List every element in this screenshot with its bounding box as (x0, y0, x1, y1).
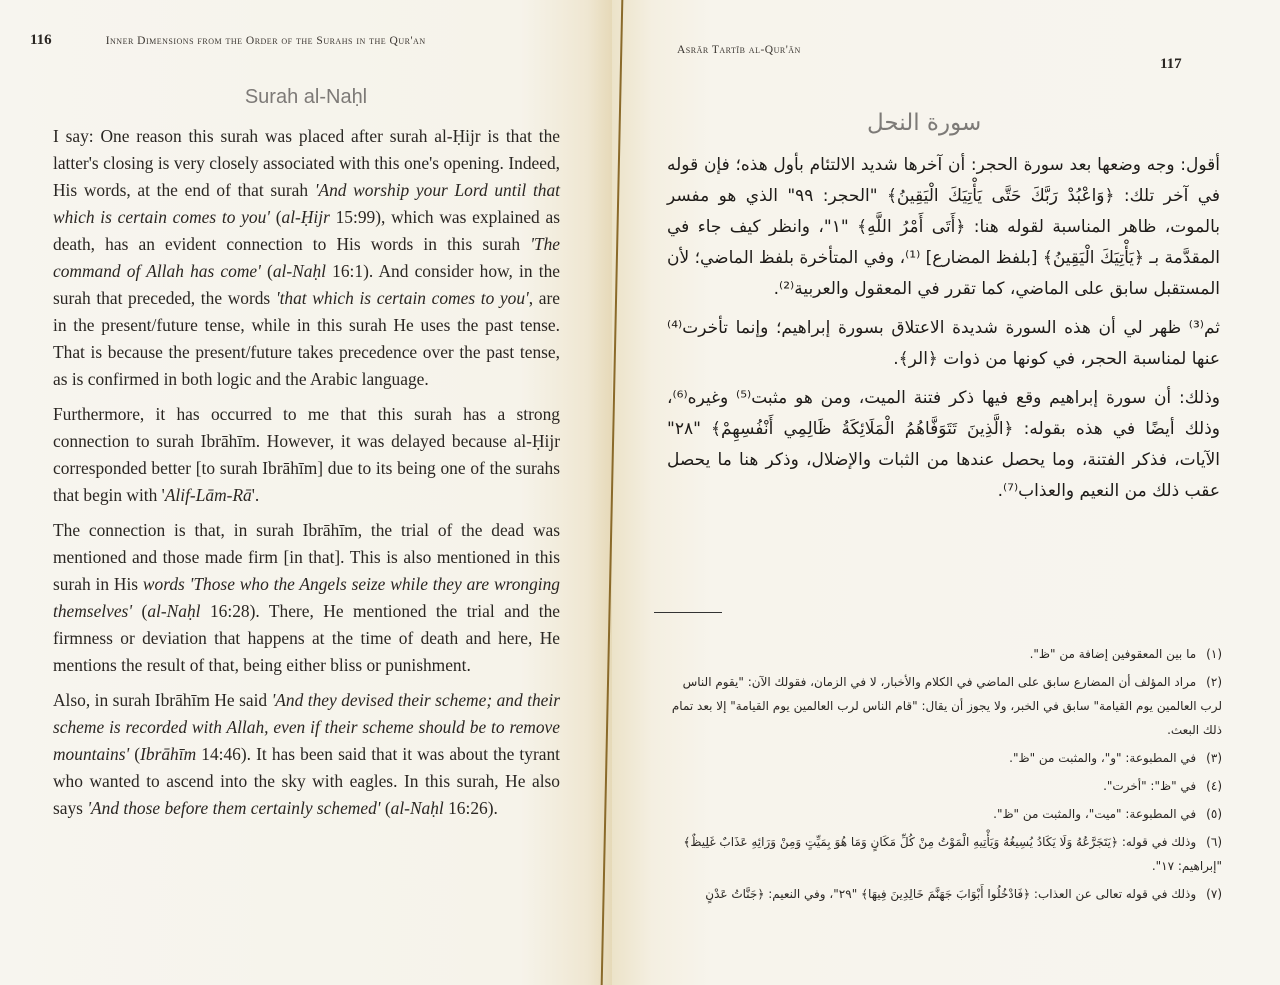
english-body-text (53, 123, 560, 830)
footnote-number: (٧) (1206, 887, 1222, 901)
footnote-number: (٦) (1206, 835, 1222, 849)
english-paragraph: I say: One reason this surah was placed after surah al-Ḥijr is that the latter's closing is very closely associated with this one's opening. Indeed, His words, at the end of that surah 'And worship your Lord until that which is certain comes to you' (al-Ḥijr 15:99), which was explained as death, has an evident connection to His words in this surah 'The command of Allah has come' (al-Naḥl 16:1). And consider how, in the surah that preceded, the words 'that which is certain comes to you', are in the present/future tense, while in this surah He uses the past tense. That is because the present/future takes precedence over the past tense, as is confirmed in both logic and the Arabic language. (53, 126, 561, 389)
footnote-number: (٤) (1206, 779, 1222, 793)
footnote (662, 642, 1222, 666)
arabic-paragraph: أقول: وجه وضعها بعد سورة الحجر: أن آخرها شديد الالتئام بأول هذه؛ فإن قوله في آخر تلك: ﴿وَاعْبُدْ رَبَّكَ حَتَّى يَأْتِيَكَ الْيَقِينُ﴾ "الحجر: ٩٩" الذي هو مفسر بالموت، ظاهر المناسبة لقوله هنا: ﴿أَتَى أَمْرُ اللَّهِ﴾ "١"، وانظر كيف جاء في المقدَّمة بـ ﴿يَأْتِيَكَ الْيَقِينُ﴾ [بلفظ المضارع] ⁽¹⁾، وفي المتأخرة بلفظ الماضي؛ لأن المستقبل سابق على الماضي، كما تقرر في المعقول والعربية⁽²⁾. (667, 155, 1221, 299)
footnote-text: في "ظ": "أخرت". (1103, 779, 1197, 793)
footnote (662, 802, 1222, 826)
footnote-text: في المطبوعة: "ميت"، والمثبت من "ظ". (993, 807, 1197, 821)
right-running-title: Asrār Tartīb al-Qur'ān (677, 44, 801, 56)
footnote-number: (٣) (1206, 751, 1222, 765)
left-running-header (30, 32, 560, 49)
left-page-number: 116 (30, 32, 52, 48)
footnote-text: وذلك في قوله تعالى عن العذاب: ﴿فَادْخُلُوا أَبْوَابَ جَهَنَّمَ خَالِدِينَ فِيهَا﴾ "٢٩"، وفي النعيم: ﴿جَنَّاتُ عَدْنٍ (705, 887, 1197, 901)
footnote (662, 746, 1222, 770)
footnote-number: (١) (1206, 647, 1222, 661)
arabic-paragraph: وذلك: أن سورة إبراهيم وقع فيها ذكر فتنة الميت، ومن هو مثبت⁽⁵⁾ وغيره⁽⁶⁾، وذلك أيضًا في هذه بقوله: ﴿الَّذِينَ تَتَوَفَّاهُمُ الْمَلَائِكَةُ ظَالِمِي أَنْفُسِهِمْ﴾ "٢٨" الآيات، فذكر الفتنة، وما يحصل عندها من الثبات والإضلال، وذكر هنا ما يحصل عقب ذلك من النعيم والعذاب⁽⁷⁾. (667, 388, 1220, 501)
footnote (662, 774, 1222, 798)
footnote-text: ما بين المعقوفين إضافة من "ظ". (1029, 647, 1197, 661)
english-paragraph: Furthermore, it has occurred to me that this surah has a strong connection to surah Ibrāhīm. However, it was delayed because al-Ḥijr corresponded better [to surah Ibrāhīm] due to its being one of the surahs that begin with 'Alif-Lām-Rā'. (53, 404, 560, 505)
footnote (662, 830, 1222, 878)
arabic-body-text (667, 150, 1220, 515)
footnote-text: في المطبوعة: "و"، والمثبت من "ظ". (1009, 751, 1197, 765)
right-page (612, 0, 1280, 985)
footnotes (662, 642, 1222, 910)
english-paragraph: The connection is that, in surah Ibrāhīm, the trial of the dead was mentioned and those made firm [in that]. This is also mentioned in this surah in His words 'Those who the Angels seize while they are wronging themselves' (al-Naḥl 16:28). There, He mentioned the trial and the firmness or deviation that happens at the time of death and here, He mentions the result of that, being either bliss or punishment. (53, 520, 560, 675)
arabic-paragraph: ثم⁽³⁾ ظهر لي أن هذه السورة شديدة الاعتلاق بسورة إبراهيم؛ وإنما تأخرت⁽⁴⁾ عنها لمناسبة الحجر، في كونها من ذوات ﴿الر﴾. (667, 318, 1220, 369)
footnote (662, 670, 1222, 742)
footnote (662, 882, 1222, 906)
english-section-title: Surah al-Naḥl (244, 86, 368, 108)
footnote-divider (654, 612, 722, 613)
footnote-number: (٥) (1206, 807, 1222, 821)
footnote-text: وذلك في قوله: ﴿يَتَجَرَّعُهُ وَلَا يَكَادُ يُسِيغُهُ وَيَأْتِيهِ الْمَوْتُ مِنْ كُلِّ مَكَانٍ وَمَا هُوَ بِمَيِّتٍ وَمِنْ وَرَائِهِ عَذَابٌ غَلِيظٌ﴾ "إبراهيم: ١٧". (683, 835, 1222, 873)
english-paragraph: Also, in surah Ibrāhīm He said 'And they devised their scheme; and their scheme is recorded with Allah, even if their scheme should be to remove mountains' (Ibrāhīm 14:46). It has been said that it was about the tyrant who wanted to ascend into the sky with eagles. In this surah, He also says 'And those before them certainly schemed' (al-Naḥl 16:26). (53, 690, 560, 818)
arabic-section-title: سورة النحل (867, 110, 982, 136)
footnote-number: (٢) (1206, 675, 1222, 689)
right-page-number: 117 (1160, 56, 1182, 72)
left-running-title: Inner Dimensions from the Order of the Surahs in the Qur'an (105, 35, 426, 47)
left-page (0, 0, 612, 985)
footnote-text: مراد المؤلف أن المضارع سابق على الماضي في الكلام والأخبار، لا في الزمان، فقولك الآن: "يقوم الناس لرب العالمين يوم القيامة" سابق في الخبر، ولا يجوز أن يقال: "قام الناس لرب العالمين يوم القيامة" إلا بعد تمام ذلك البعث. (671, 675, 1222, 737)
